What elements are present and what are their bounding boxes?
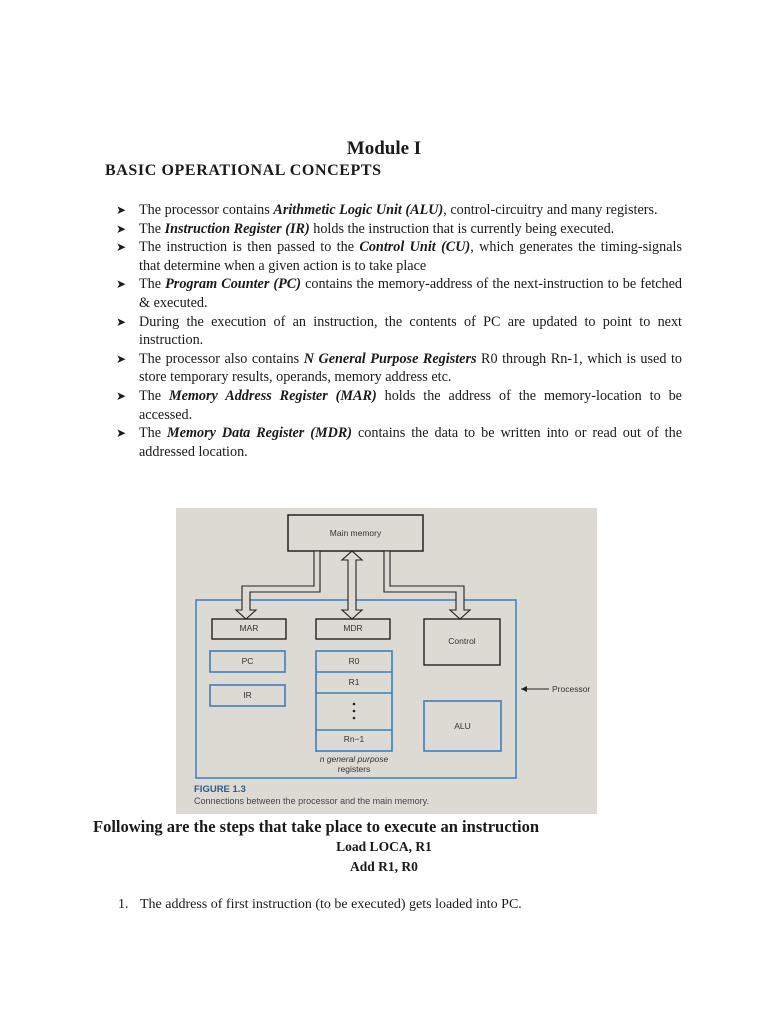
arrow-bullet-icon: ➤ (116, 277, 127, 292)
list-item: ➤ The instruction is then passed to the Control Unit (CU), which generates the timing-signals that determine when a given action is to take place (116, 239, 682, 274)
rn-label: Rn−1 (343, 734, 365, 744)
arrow-bullet-icon: ➤ (116, 221, 127, 236)
concept-list (116, 201, 682, 461)
list-item: ➤ The processor also contains N General Purpose Registers R0 through Rn-1, which is used to store temporary results, operands, memory address etc. (116, 350, 683, 386)
gpr-caption-2: registers (337, 764, 371, 774)
step-item (118, 897, 522, 913)
term-pc: Program Counter (PC) (165, 276, 301, 293)
bus-arrows (236, 551, 470, 619)
r1-label: R1 (348, 677, 360, 687)
arrow-bullet-icon: ➤ (116, 203, 127, 217)
arrow-bullet-icon: ➤ (116, 240, 127, 255)
term-cu: Control Unit (CU) (359, 239, 471, 256)
mdr-label: MDR (343, 623, 363, 633)
processor-label: Processor (552, 684, 591, 694)
term-alu: Arithmetic Logic Unit (ALU) (273, 202, 444, 218)
steps-heading: Following are the steps that take place to execute an instruction (93, 817, 540, 836)
section-title: BASIC OPERATIONAL CONCEPTS (105, 162, 382, 179)
control-label: Control (448, 636, 476, 646)
term-ir: Instruction Register (IR) (164, 220, 310, 237)
term-mar: Memory Address Register (MAR) (168, 387, 377, 404)
ir-label: IR (243, 690, 252, 700)
processor-memory-figure (176, 508, 597, 814)
term-gpr: N General Purpose Registers (303, 350, 477, 367)
module-title: Module I (346, 138, 422, 159)
arrow-bullet-icon: ➤ (116, 314, 127, 329)
pc-label: PC (241, 656, 254, 666)
step-number: 1. (118, 897, 129, 912)
list-item: ➤ The Program Counter (PC) contains the memory-address of the next-instruction to be fetched & executed. (116, 276, 683, 311)
mar-label: MAR (239, 623, 259, 633)
gpr-caption-1: n general purpose (319, 754, 389, 764)
register-ellipsis (353, 703, 356, 720)
list-item: ➤ The Memory Address Register (MAR) holds the address of the memory-location to be accessed. (116, 387, 682, 423)
code-line: Add R1, R0 (350, 859, 418, 874)
list-item: ➤ The Memory Data Register (MDR) contains the data to be written into or read out of the addressed location. (116, 425, 683, 460)
list-item: ➤ The Instruction Register (IR) holds the instruction that is currently being executed. (116, 220, 615, 237)
main-memory-label: Main memory (329, 528, 382, 538)
arrow-bullet-icon: ➤ (116, 388, 127, 403)
figure-caption: Connections between the processor and the main memory. (194, 796, 429, 806)
term-mdr: Memory Data Register (MDR) (167, 425, 353, 442)
arrow-bullet-icon: ➤ (116, 426, 127, 441)
arrow-bullet-icon: ➤ (116, 351, 127, 366)
list-item: ➤ During the execution of an instruction, the contents of PC are updated to point to next instruction. (116, 313, 682, 349)
r0-label: R0 (348, 656, 360, 666)
figure-label: FIGURE 1.3 (194, 784, 246, 795)
code-line: Load LOCA, R1 (336, 839, 432, 854)
alu-label: ALU (454, 721, 471, 731)
list-item: ➤ The processor contains Arithmetic Logic Unit (ALU), control-circuitry and many registers. (116, 202, 658, 218)
step-text: The address of first instruction (to be executed) gets loaded into PC. (140, 897, 522, 912)
processor-pointer-arrow-icon (521, 686, 527, 692)
